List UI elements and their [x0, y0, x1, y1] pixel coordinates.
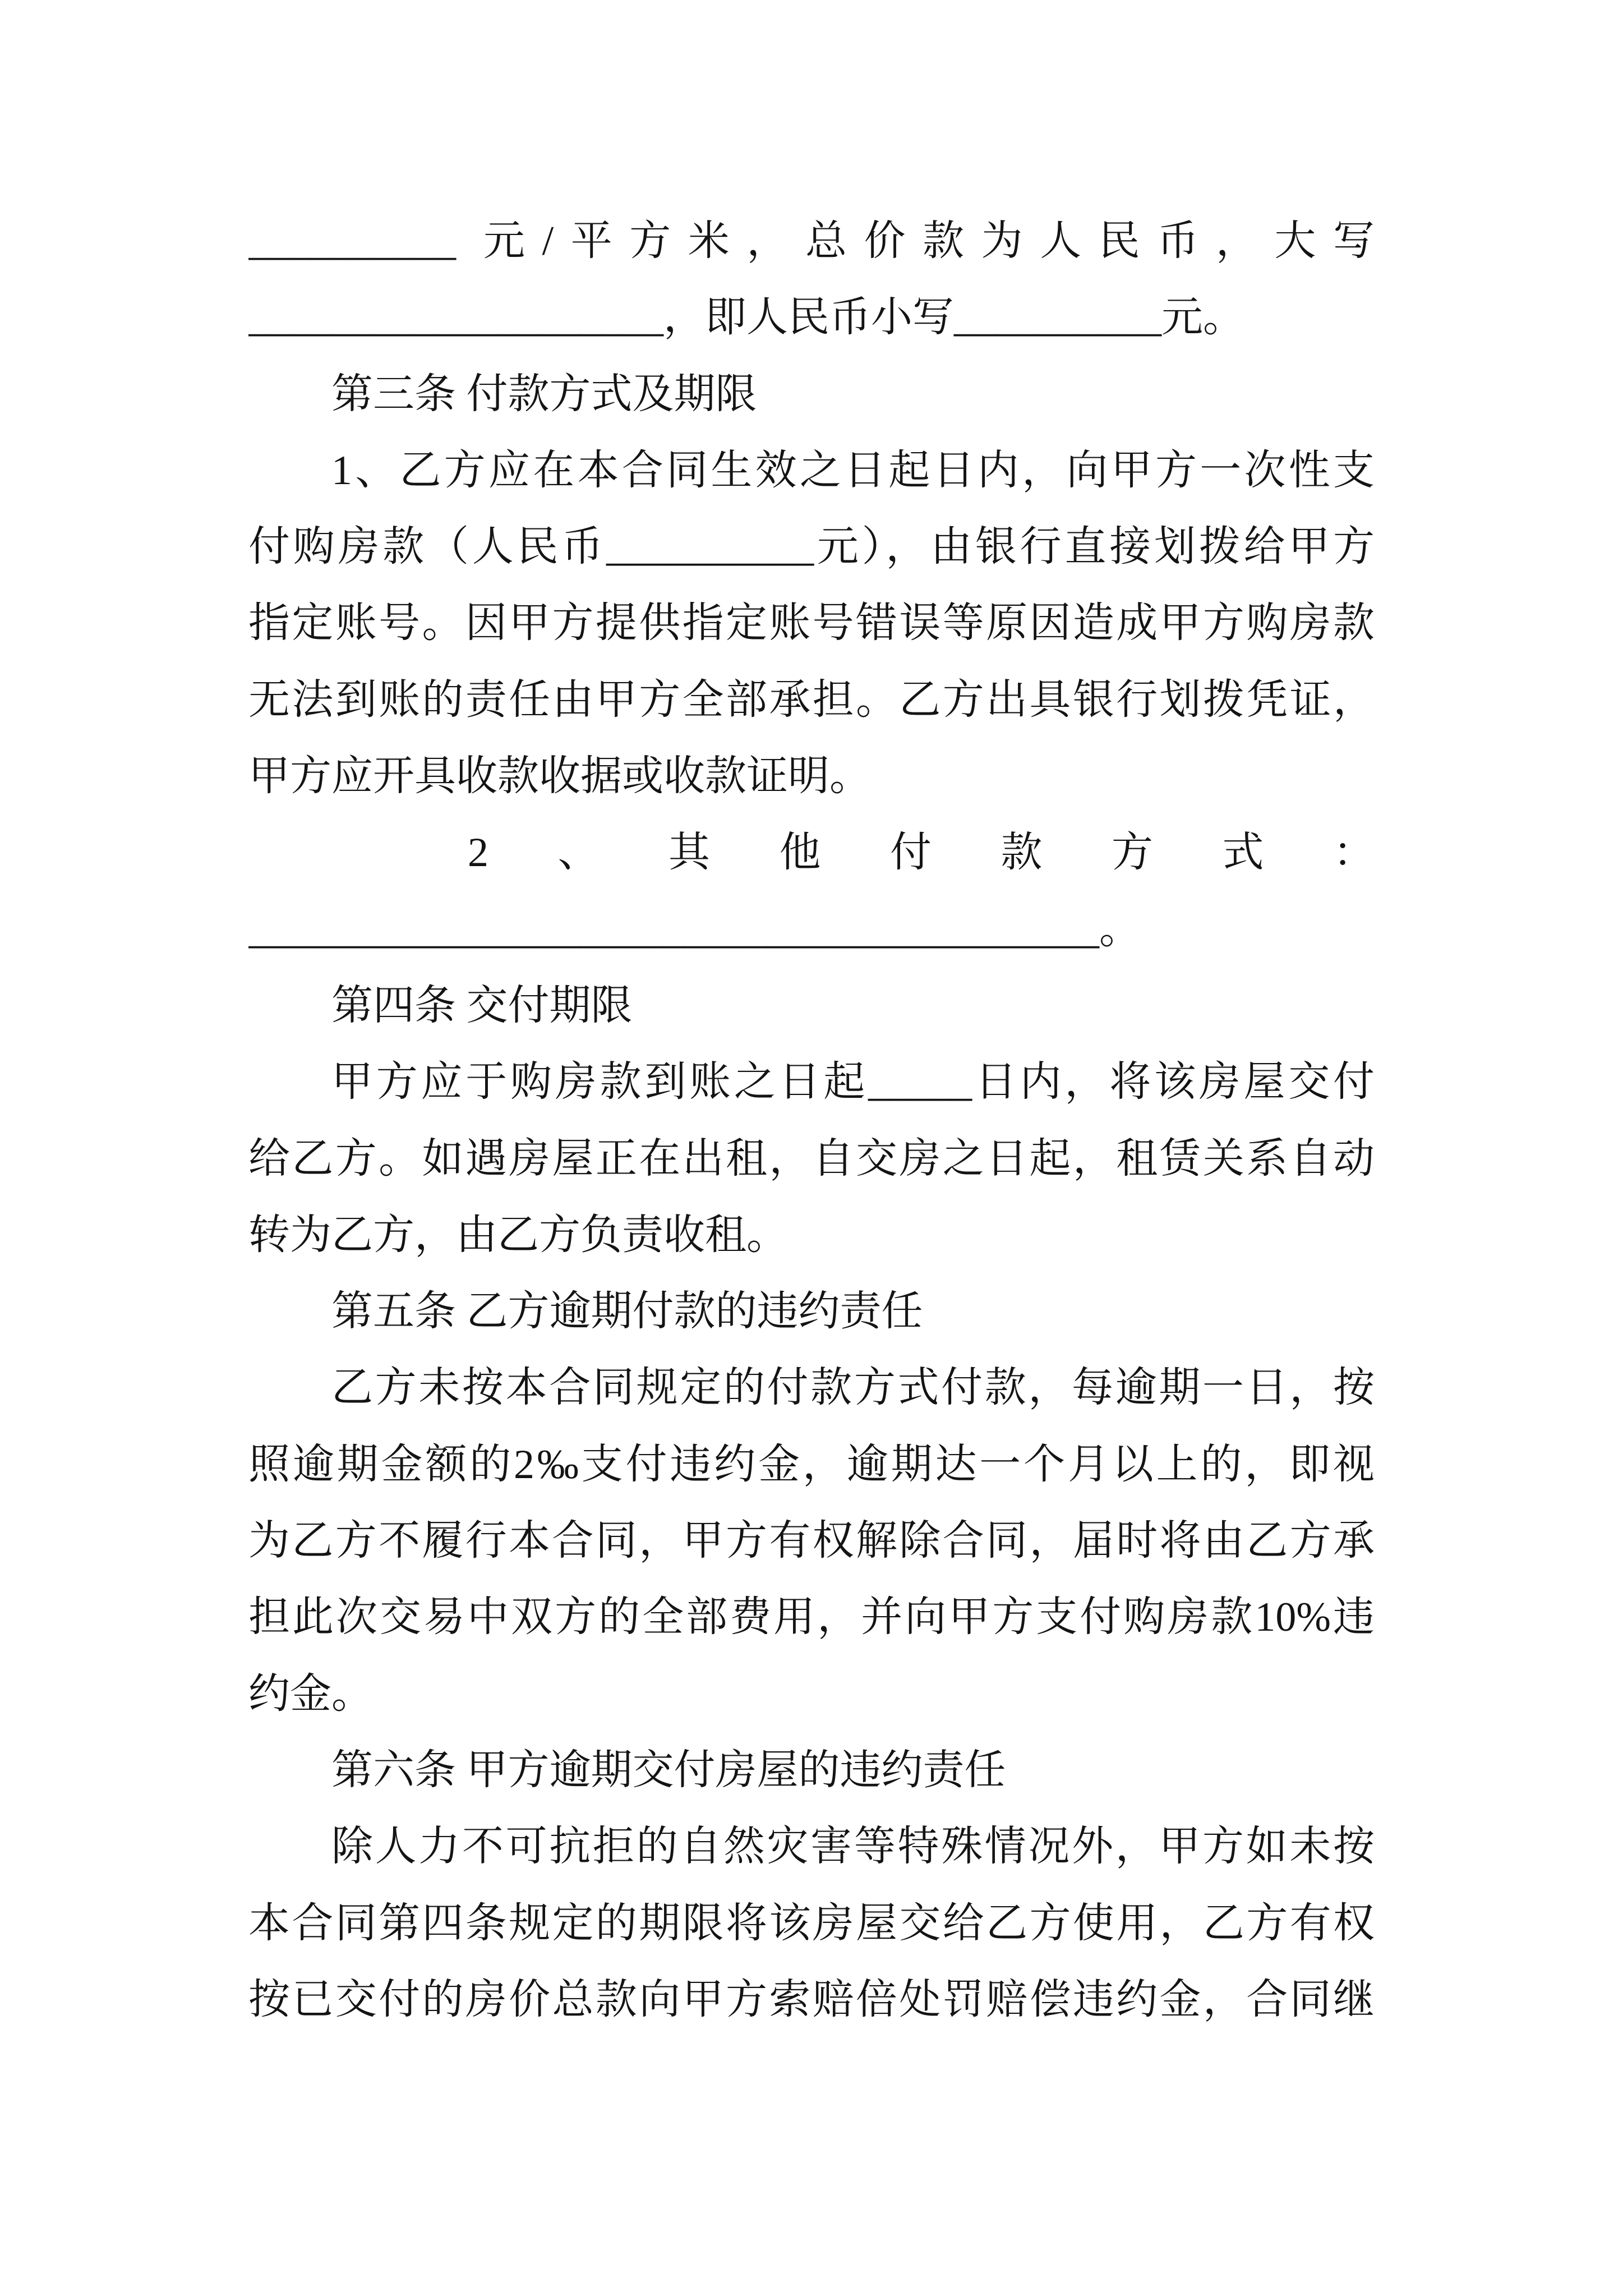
- paragraph-line: 为乙方不履行本合同，甲方有权解除合同，届时将由乙方承: [248, 1518, 1375, 1565]
- spread-char: 、: [557, 830, 600, 876]
- other-payment-method-label: [248, 815, 1375, 891]
- other-payment-method-blank: _________________________________________。: [248, 906, 1141, 953]
- paragraph-line: 指定账号。因甲方提供指定账号错误等原因造成甲方购房款: [248, 600, 1375, 647]
- spread-char: 款: [1000, 830, 1043, 876]
- paragraph-line: 1、乙方应在本合同生效之日起日内，向甲方一次性支: [331, 447, 1375, 494]
- paragraph-line: 除人力不可抗拒的自然灾害等特殊情况外，甲方如未按: [331, 1824, 1375, 1870]
- paragraph-line: 甲方应开具收款收据或收款证明。: [248, 753, 871, 800]
- spread-char: 付: [890, 830, 932, 876]
- paragraph-line: 给乙方。如遇房屋正在出租，自交房之日起，租赁关系自动: [248, 1135, 1375, 1182]
- paragraph-line: 甲方应于购房款到账之日起_____日内，将该房屋交付: [331, 1059, 1375, 1106]
- article-4-heading: 第四条 交付期限: [331, 982, 633, 1029]
- paragraph-line: 本合同第四条规定的期限将该房屋交给乙方使用，乙方有权: [248, 1900, 1375, 1947]
- paragraph-line: 担此次交易中双方的全部费用，并向甲方支付购房款10%违: [248, 1594, 1375, 1641]
- spread-char: 方: [1112, 830, 1153, 876]
- paragraph-line: 乙方未按本合同规定的付款方式付款，每逾期一日，按: [331, 1365, 1375, 1411]
- article-5-heading: 第五条 乙方逾期付款的违约责任: [331, 1289, 923, 1335]
- paragraph-line: 付购房款（人民币__________元），由银行直接划拨给甲方: [248, 524, 1375, 570]
- paragraph-line: 按已交付的房价总款向甲方索赔倍处罚赔偿违约金，合同继: [248, 1976, 1375, 2023]
- spread-char: ：: [1333, 830, 1375, 876]
- price-continuation-line: ____________________，即人民币小写__________元。: [248, 295, 1244, 341]
- paragraph-line: 约金。: [248, 1671, 373, 1717]
- paragraph-line: 无法到账的责任由甲方全部承担。乙方出具银行划拨凭证，: [248, 677, 1375, 723]
- article-6-heading: 第六条 甲方逾期交付房屋的违约责任: [331, 1747, 1006, 1793]
- document-body: [248, 203, 1375, 2038]
- paragraph-line: 转为乙方，由乙方负责收租。: [248, 1212, 788, 1258]
- paragraph-line: 照逾期金额的2‰支付违约金，逾期达一个月以上的，即视: [248, 1441, 1375, 1488]
- spread-char: 2: [468, 830, 488, 876]
- price-continuation-line: __________ 元/平方米，总价款为人民币，大写: [248, 218, 1375, 264]
- spread-char: 其: [668, 830, 710, 876]
- article-3-heading: 第三条 付款方式及期限: [331, 371, 757, 417]
- spread-char: 式: [1222, 830, 1264, 876]
- spread-char: 他: [779, 830, 821, 876]
